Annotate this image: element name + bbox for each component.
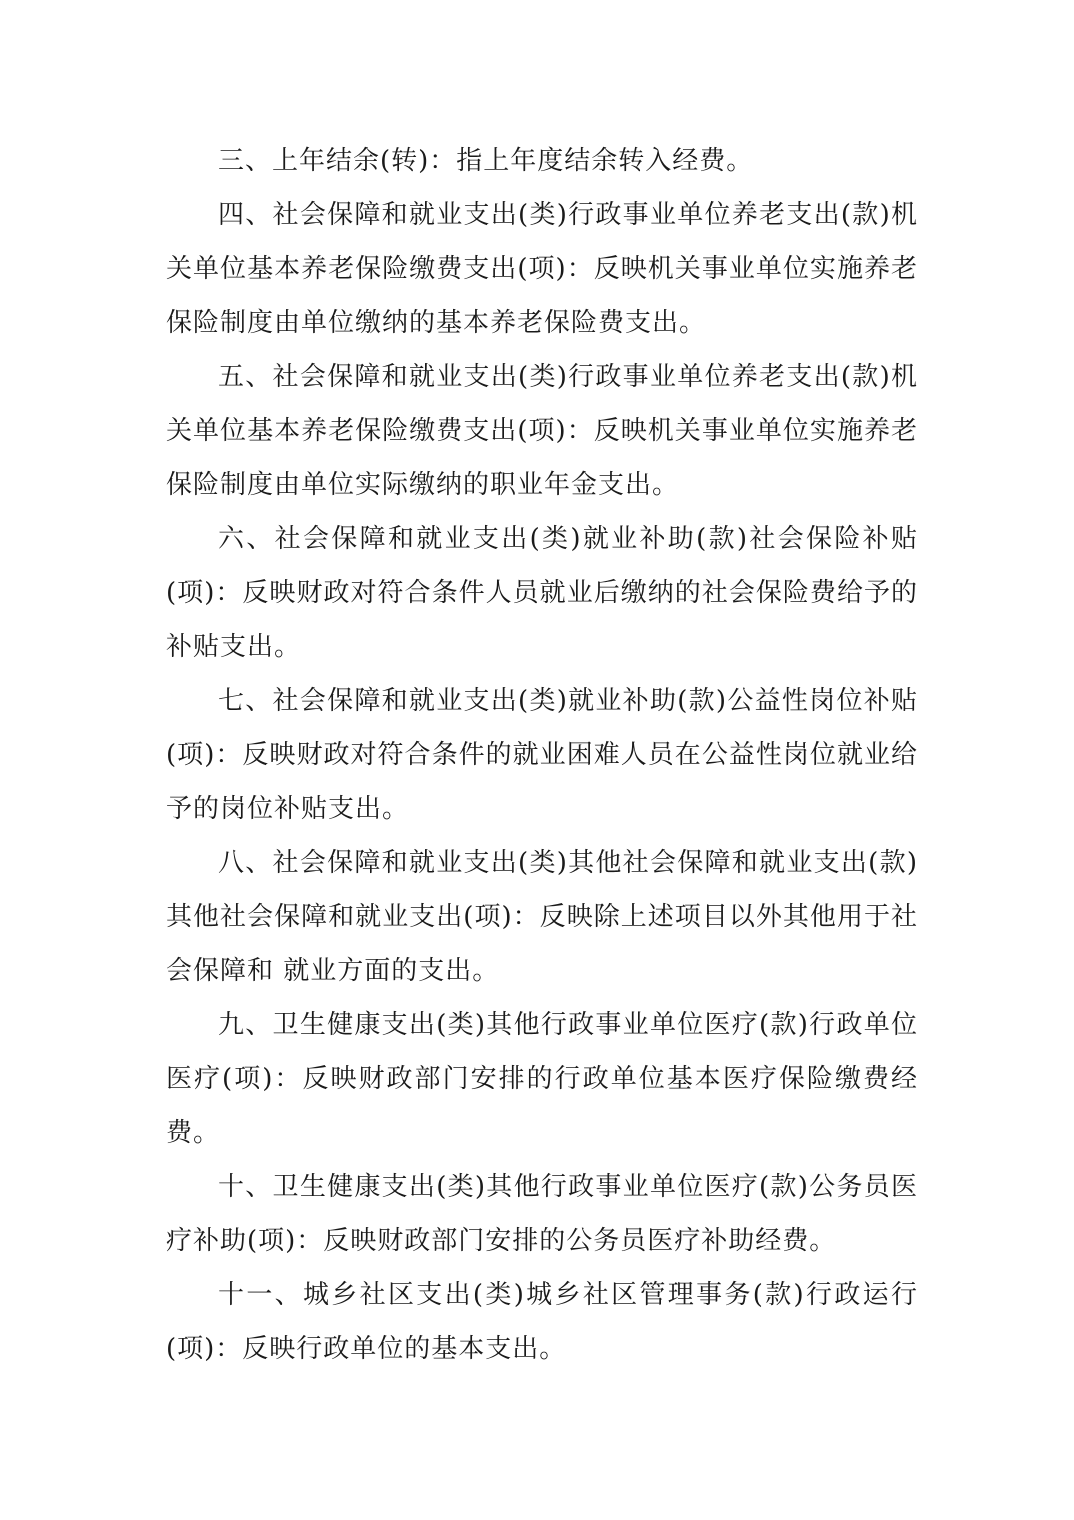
document-body <box>166 134 918 1376</box>
paragraph-6-social-insurance-subsidy: 六、社会保障和就业支出(类)就业补助(款)社会保险补贴(项)：反映财政对符合条件人员就业后缴纳的社会保险费给予的补贴支出。 <box>166 524 918 662</box>
paragraph-8-other-social-security: 八、社会保障和就业支出(类)其他社会保障和就业支出(款)其他社会保障和就业支出(项)：反映除上述项目以外其他用于社会保障和 就业方面的支出。 <box>166 848 918 986</box>
paragraph-4-basic-pension-insurance: 四、社会保障和就业支出(类)行政事业单位养老支出(款)机关单位基本养老保险缴费支出(项)：反映机关事业单位实施养老保险制度由单位缴纳的基本养老保险费支出。 <box>166 200 918 338</box>
paragraph-3-prior-year-balance: 三、上年结余(转)：指上年度结余转入经费。 <box>218 146 754 176</box>
paragraph-9-administrative-medical: 九、卫生健康支出(类)其他行政事业单位医疗(款)行政单位医疗(项)：反映财政部门安排的行政单位基本医疗保险缴费经费。 <box>166 1010 918 1148</box>
paragraph-5-occupational-annuity: 五、社会保障和就业支出(类)行政事业单位养老支出(款)机关单位基本养老保险缴费支出(项)：反映机关事业单位实施养老保险制度由单位实际缴纳的职业年金支出。 <box>166 362 918 500</box>
paragraph-10-civil-servant-medical-subsidy: 十、卫生健康支出(类)其他行政事业单位医疗(款)公务员医疗补助(项)：反映财政部门安排的公务员医疗补助经费。 <box>166 1172 918 1256</box>
paragraph-11-administrative-operation: 十一、城乡社区支出(类)城乡社区管理事务(款)行政运行(项)：反映行政单位的基本支出。 <box>166 1280 918 1364</box>
paragraph-7-public-welfare-post-subsidy: 七、社会保障和就业支出(类)就业补助(款)公益性岗位补贴 (项)：反映财政对符合条件的就业困难人员在公益性岗位就业给予的岗位补贴支出。 <box>166 686 918 824</box>
